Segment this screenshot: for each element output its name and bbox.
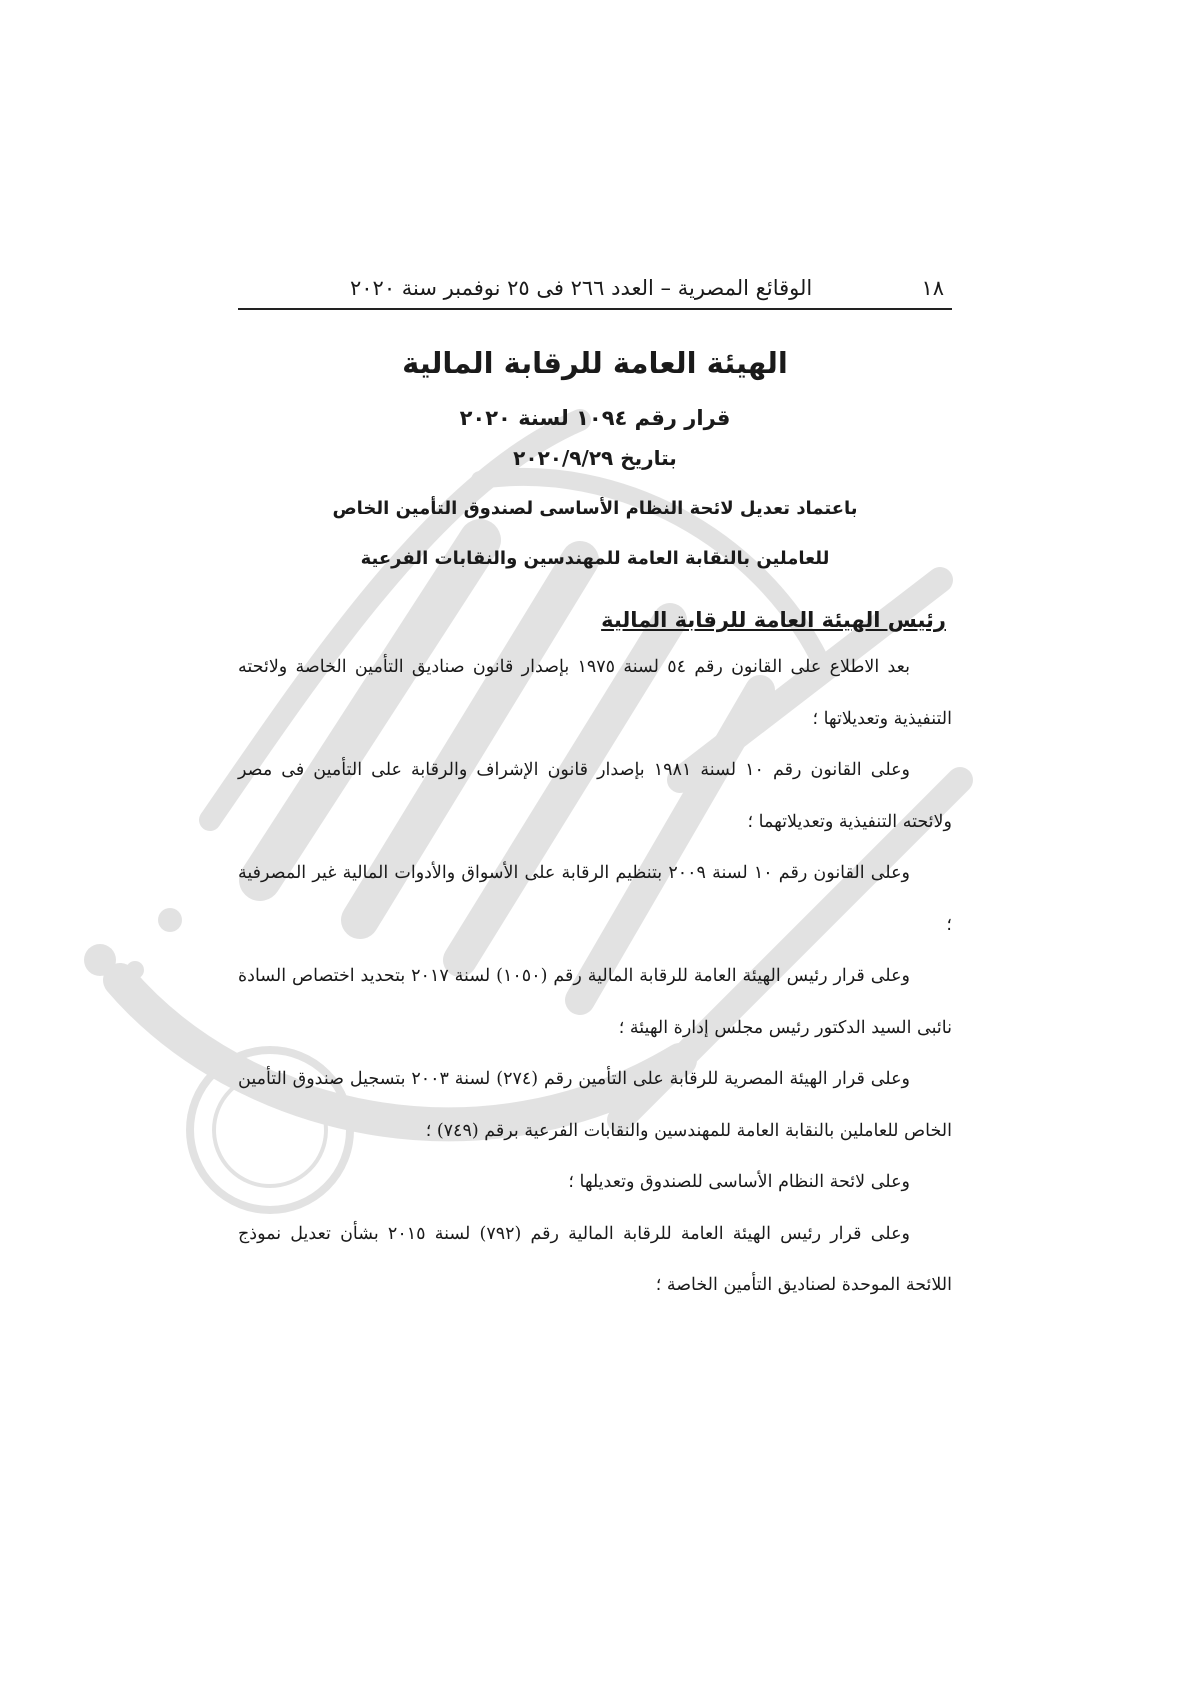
- subject-line-2: للعاملين بالنقابة العامة للمهندسين والنقابات الفرعية: [360, 548, 830, 569]
- page-number: ١٨: [921, 276, 944, 300]
- preamble-paragraph: وعلى القانون رقم ١٠ لسنة ٢٠٠٩ بتنظيم الرقابة على الأسواق والأدوات المالية غير المصرفية ؛: [238, 863, 952, 935]
- subject-line-1: باعتماد تعديل لائحة النظام الأساسى لصندوق التأمين الخاص: [332, 498, 858, 519]
- running-title: الوقائع المصرية – العدد ٢٦٦ فى ٢٥ نوفمبر سنة ٢٠٢٠: [350, 276, 813, 300]
- preamble-paragraph: وعلى قرار رئيس الهيئة العامة للرقابة المالية رقم (١٠٥٠) لسنة ٢٠١٧ بتحديد اختصاص السادة نائبى السيد الدكتور رئيس مجلس إدارة الهيئة ؛: [238, 966, 952, 1038]
- decree-subject: [238, 484, 952, 584]
- preamble-paragraph: وعلى لائحة النظام الأساسى للصندوق وتعديلها ؛: [568, 1172, 910, 1192]
- page-header: [238, 262, 952, 310]
- authority-heading: الهيئة العامة للرقابة المالية: [402, 346, 788, 380]
- decree-date: بتاريخ ٢٠٢٠/٩/٢٩: [513, 446, 677, 470]
- preamble-paragraph: وعلى قرار رئيس الهيئة العامة للرقابة المالية رقم (٧٩٢) لسنة ٢٠١٥ بشأن تعديل نموذج اللائحة الموحدة لصناديق التأمين الخاصة ؛: [238, 1223, 952, 1295]
- decree-body: [238, 642, 952, 1312]
- decree-title: قرار رقم ١٠٩٤ لسنة ٢٠٢٠: [459, 406, 731, 430]
- preamble-paragraph: بعد الاطلاع على القانون رقم ٥٤ لسنة ١٩٧٥ بإصدار قانون صناديق التأمين الخاصة ولائحته التنفيذية وتعديلاتها ؛: [238, 657, 952, 729]
- chairman-heading: رئيس الهيئة العامة للرقابة المالية: [601, 608, 946, 632]
- preamble-paragraph: وعلى القانون رقم ١٠ لسنة ١٩٨١ بإصدار قانون الإشراف والرقابة على التأمين فى مصر ولائحته التنفيذية وتعديلاتهما ؛: [238, 760, 952, 832]
- gazette-page: [238, 262, 952, 1312]
- preamble-paragraph: وعلى قرار الهيئة المصرية للرقابة على التأمين رقم (٢٧٤) لسنة ٢٠٠٣ بتسجيل صندوق التأمين الخاص للعاملين بالنقابة العامة للمهندسين والنقابات الفرعية برقم (٧٤٩) ؛: [238, 1069, 952, 1141]
